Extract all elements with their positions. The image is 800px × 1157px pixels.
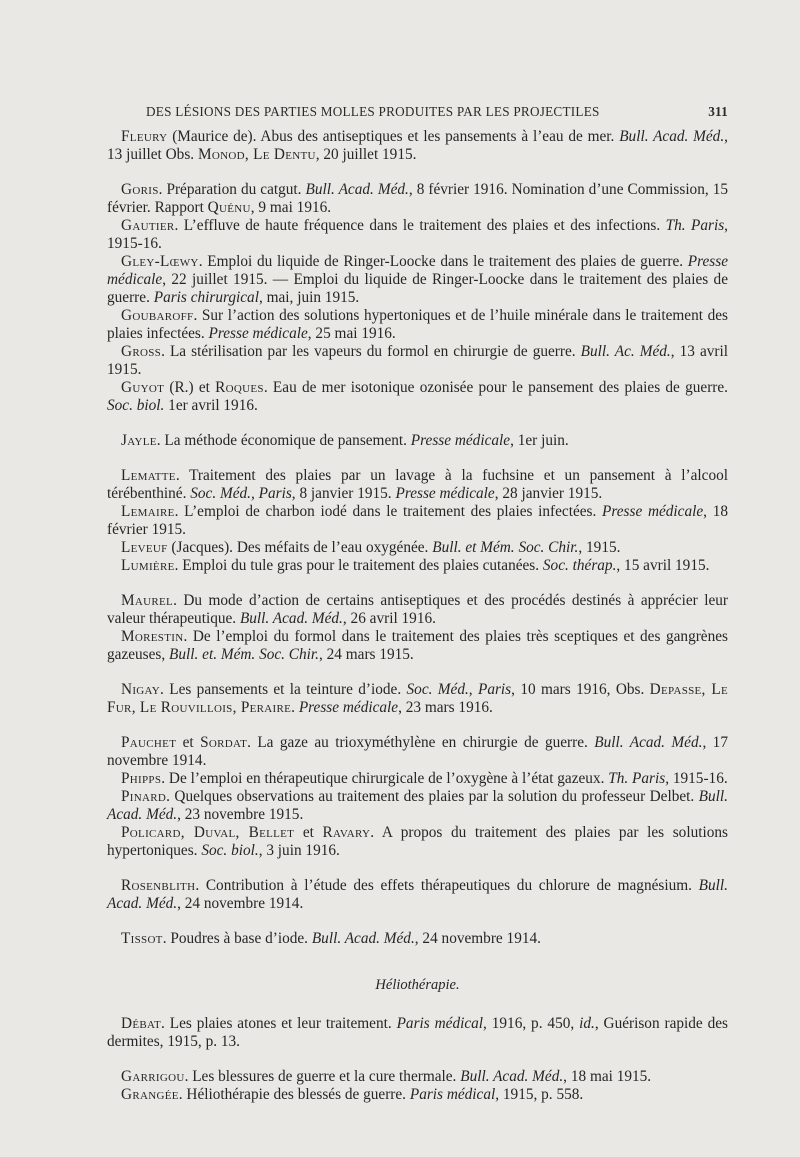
author: Pauchet <box>121 734 177 751</box>
header-title: DES LÉSIONS DES PARTIES MOLLES PRODUITES PAR LES PROJECTILES <box>146 104 600 119</box>
author: Maurel <box>121 592 174 609</box>
bib-entry: Gautier. L’effluve de haute fréquence dans le traitement des plaies et des infections. Th. Paris, 1915-16. <box>107 217 728 252</box>
author: Lumière <box>121 557 175 574</box>
bib-entry: Fleury (Maurice de). Abus des antiseptiques et les pansements à l’eau de mer. Bull. Acad. Méd., 13 juillet Obs. Monod, Le Dentu, 20 juillet 1915. <box>107 128 728 163</box>
author: Grangée <box>121 1086 179 1103</box>
author: Rosenblith <box>121 877 196 894</box>
bib-entry: Lumière. Emploi du tule gras pour le traitement des plaies cutanées. Soc. thérap., 15 avril 1915. <box>121 557 710 574</box>
bib-entry: Policard, Duval, Bellet et Ravary. A propos du traitement des plaies par les solutions hypertoniques. Soc. biol., 3 juin 1916. <box>107 824 728 859</box>
author: Policard, Duval, Bellet <box>121 824 295 841</box>
author: Morestin <box>121 628 184 645</box>
author: Phipps <box>121 770 162 787</box>
bib-entry: Pinard. Quelques observations au traitement des plaies par la solution du professeur Delbet. Bull. Acad. Méd., 23 novembre 1915. <box>107 788 728 823</box>
bib-entry: Goubaroff. Sur l’action des solutions hypertoniques et de l’huile minérale dans le traitement des plaies infectées. Presse médicale, 25 mai 1916. <box>107 307 728 342</box>
bib-entry: Jayle. La méthode économique de pansement. Presse médicale, 1er juin. <box>121 432 569 449</box>
bib-entry: Guyot (R.) et Roques. Eau de mer isotonique ozonisée pour le pansement des plaies de guerre. Soc. biol. 1er avril 1916. <box>107 379 729 414</box>
bib-entry: Gley-Lœwy. Emploi du liquide de Ringer-Loocke dans le traitement des plaies de guerre. Presse médicale, 22 juillet 1915. — Emploi du liquide de Ringer-Loocke dans le traitement des plaies de guerre. Paris chirurgical, mai, juin 1915. <box>107 253 728 306</box>
author: Gley-Lœwy <box>121 253 199 270</box>
bib-entry: Phipps. De l’emploi en thérapeutique chirurgicale de l’oxygène à l’état gazeux. Th. Paris, 1915-16. <box>121 770 728 787</box>
author: Nigay <box>121 681 161 698</box>
author: Tissot <box>121 930 163 947</box>
author: Guyot <box>121 379 165 396</box>
bibliography <box>107 128 728 1104</box>
author: Débat <box>121 1015 162 1032</box>
author: Jayle <box>121 432 157 449</box>
author: Gross <box>121 343 162 360</box>
author: Lemaire <box>121 503 175 520</box>
author: Leveuf <box>121 539 168 556</box>
bib-entry: Rosenblith. Contribution à l’étude des effets thérapeutiques du chlorure de magnésium. Bull. Acad. Méd., 24 novembre 1914. <box>107 877 728 912</box>
bib-entry: Grangée. Héliothérapie des blessés de guerre. Paris médical, 1915, p. 558. <box>121 1086 584 1103</box>
page-number: 311 <box>708 104 728 119</box>
bib-entry: Pauchet et Sordat. La gaze au trioxyméthylène en chirurgie de guerre. Bull. Acad. Méd., 17 novembre 1914. <box>107 734 728 769</box>
author: Pinard <box>121 788 167 805</box>
bib-entry: Leveuf (Jacques). Des méfaits de l’eau oxygénée. Bull. et Mém. Soc. Chir., 1915. <box>121 539 621 556</box>
section-title: Héliothérapie. <box>375 977 460 993</box>
running-header <box>146 104 728 120</box>
bib-entry: Maurel. Du mode d’action de certains antiseptiques et des procédés destinés à apprécier leur valeur thérapeutique. Bull. Acad. Méd., 26 avril 1916. <box>107 592 728 627</box>
author: Lematte <box>121 467 176 484</box>
author: Gautier <box>121 217 175 234</box>
author: Goris <box>121 181 159 198</box>
bib-entry: Nigay. Les pansements et la teinture d’iode. Soc. Méd., Paris, 10 mars 1916, Obs. Depasse, Le Fur, Le Rouvillois, Peraire. Presse médicale, 23 mars 1916. <box>107 681 728 716</box>
bib-entry: Gross. La stérilisation par les vapeurs du formol en chirurgie de guerre. Bull. Ac. Méd., 13 avril 1915. <box>107 343 728 378</box>
bib-entry: Débat. Les plaies atones et leur traitement. Paris médical, 1916, p. 450, id., Guérison rapide des dermites, 1915, p. 13. <box>107 1015 728 1050</box>
bib-entry: Lematte. Traitement des plaies par un lavage à la fuchsine et un pansement à l’alcool térébenthiné. Soc. Méd., Paris, 8 janvier 1915. Presse médicale, 28 janvier 1915. <box>107 467 728 502</box>
bib-entry: Goris. Préparation du catgut. Bull. Acad. Méd., 8 février 1916. Nomination d’une Commission, 15 février. Rapport Quénu, 9 mai 1916. <box>107 181 728 216</box>
author: Fleury <box>121 128 168 145</box>
bib-entry: Garrigou. Les blessures de guerre et la cure thermale. Bull. Acad. Méd., 18 mai 1915. <box>121 1068 652 1085</box>
bib-entry: Lemaire. L’emploi de charbon iodé dans le traitement des plaies infectées. Presse médicale, 18 février 1915. <box>107 503 728 538</box>
bib-entry: Tissot. Poudres à base d’iode. Bull. Acad. Méd., 24 novembre 1914. <box>121 930 541 947</box>
author: Goubaroff <box>121 307 194 324</box>
bib-entry: Morestin. De l’emploi du formol dans le traitement des plaies très sceptiques et des gangrènes gazeuses, Bull. et. Mém. Soc. Chir., 24 mars 1915. <box>107 628 728 663</box>
author: Garrigou <box>121 1068 185 1085</box>
